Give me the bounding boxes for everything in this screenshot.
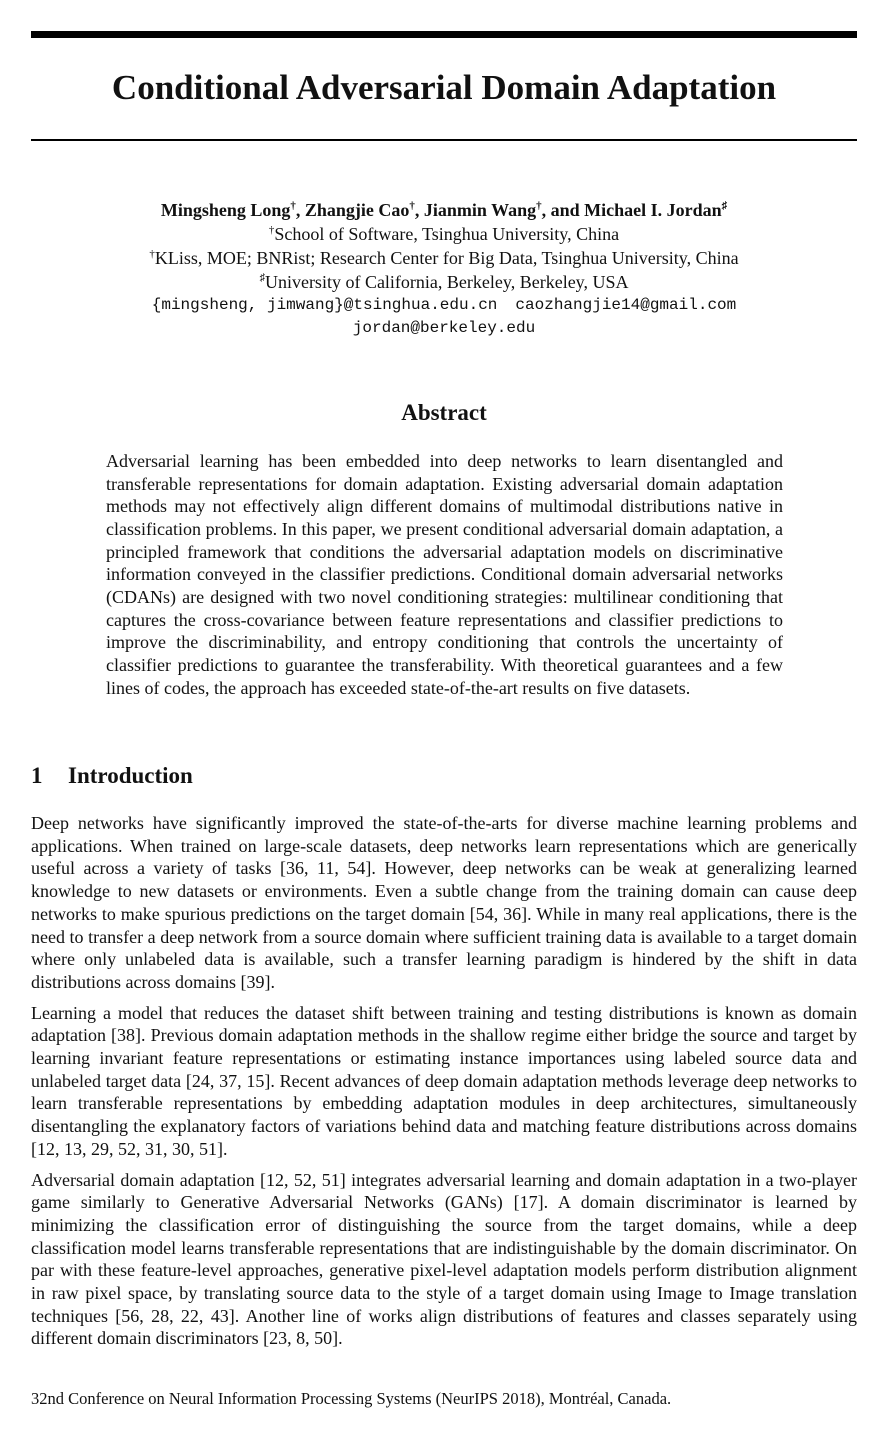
author-block (31, 198, 857, 340)
section-heading (31, 761, 193, 791)
affiliation-mark: ♯ (259, 272, 265, 284)
email-line (31, 294, 857, 317)
body-paragraph: Adversarial domain adaptation [12, 52, 51] integrates adversarial learning and domain adaptation in a two-player game similarly to Generative Adversarial Networks (GANs) [17]. A domain discriminator is learned by minimizing the classification error of distinguishing the source from the target domains, while a deep classification model learns transferable representations that are indistinguishable by the domain discriminator. On par with these feature-level approaches, generative pixel-level adaptation models perform distribution alignment in raw pixel space, by translating source data to the style of a target domain using Image to Image translation techniques [56, 28, 22, 43]. Another line of works align distributions of features and classes separately using different domain discriminators [23, 8, 50]. (31, 1169, 857, 1349)
affiliation-mark: † (290, 200, 296, 212)
affiliation-mark: † (536, 200, 542, 212)
title-rule-bottom (31, 139, 857, 141)
author-separator: , (414, 200, 424, 220)
paper-title: Conditional Adversarial Domain Adaptation (111, 68, 777, 107)
abstract-text: Adversarial learning has been embedded into deep networks to learn disentangled and transferable representations for domain adaptation. Existing adversarial domain adaptation methods may not effectively align different domains of multimodal distributions native in classification problems. In this paper, we present conditional adversarial domain adaptation, a principled framework that conditions the adversarial adaptation models on discriminative information conveyed in the classifier predictions. Conditional domain adversarial networks (CDANs) are designed with two novel conditioning strategies: multilinear conditioning that captures the cross-covariance between feature representations and classifier predictions to improve the discriminability, and entropy conditioning that controls the uncertainty of classifier predictions to guarantee the transferability. With theoretical guarantees and a few lines of codes, the approach has exceeded state-of-the-art results on five datasets. (106, 451, 783, 698)
conference-footnote: 32nd Conference on Neural Information Processing Systems (NeurIPS 2018), Montréal, Canada. (31, 1389, 672, 1408)
author-separator: , (295, 200, 305, 220)
email-address: caozhangjie14@gmail.com (515, 296, 737, 314)
email-line (31, 317, 857, 340)
author-name: Mingsheng Long (160, 200, 291, 220)
affiliation-mark: † (409, 200, 415, 212)
affiliation-mark: ♯ (721, 200, 728, 212)
section-body (31, 812, 857, 1358)
affiliation-mark: † (268, 224, 275, 236)
affiliation-line (31, 246, 857, 270)
title-rule-top (31, 31, 857, 38)
author-name: Michael I. Jordan (584, 200, 722, 220)
affiliation-mark: † (149, 248, 155, 260)
affiliation-line (31, 222, 857, 246)
email-address: {mingsheng, jimwang}@tsinghua.edu.cn (151, 296, 498, 314)
affiliation-line (31, 270, 857, 294)
abstract-heading: Abstract (401, 400, 487, 425)
email-address: jordan@berkeley.edu (352, 319, 536, 337)
affiliation-text: KLiss, MOE; BNRist; Research Center for Big Data, Tsinghua University, China (154, 248, 739, 268)
affiliation-text: School of Software, Tsinghua University, China (274, 224, 620, 244)
author-separator: , and (541, 200, 585, 220)
author-name: Jianmin Wang (423, 200, 537, 220)
body-paragraph: Learning a model that reduces the dataset shift between training and testing distributions is known as domain adaptation [38]. Previous domain adaptation methods in the shallow regime either bridge the source and target by learning invariant feature representations or estimating instance importances using labeled source data and unlabeled target data [24, 37, 15]. Recent advances of deep domain adaptation methods leverage deep networks to learn transferable representations by embedding adaptation modules in deep architectures, simultaneously disentangling the explanatory factors of variations behind data and matching feature distributions across domains [12, 13, 29, 52, 31, 30, 51]. (31, 1002, 857, 1159)
author-names (31, 198, 857, 222)
body-paragraph: Deep networks have significantly improved the state-of-the-arts for diverse machine learning problems and applications. When trained on large-scale datasets, deep networks learn representations which are generically useful across a variety of tasks [36, 11, 54]. However, deep networks can be weak at generalizing learned knowledge to new datasets or environments. Even a subtle change from the training domain can cause deep networks to make spurious predictions on the target domain [54, 36]. While in many real applications, there is the need to transfer a deep network from a source domain where sufficient training data is available to a target domain where only unlabeled data is available, such a transfer learning paradigm is hindered by the shift in data distributions across domains [39]. (31, 813, 857, 992)
section-title: Introduction (68, 763, 193, 788)
author-name: Zhangjie Cao (304, 200, 410, 220)
section-number: 1 (31, 763, 43, 788)
affiliation-text: University of California, Berkeley, Berkeley, USA (264, 272, 629, 292)
